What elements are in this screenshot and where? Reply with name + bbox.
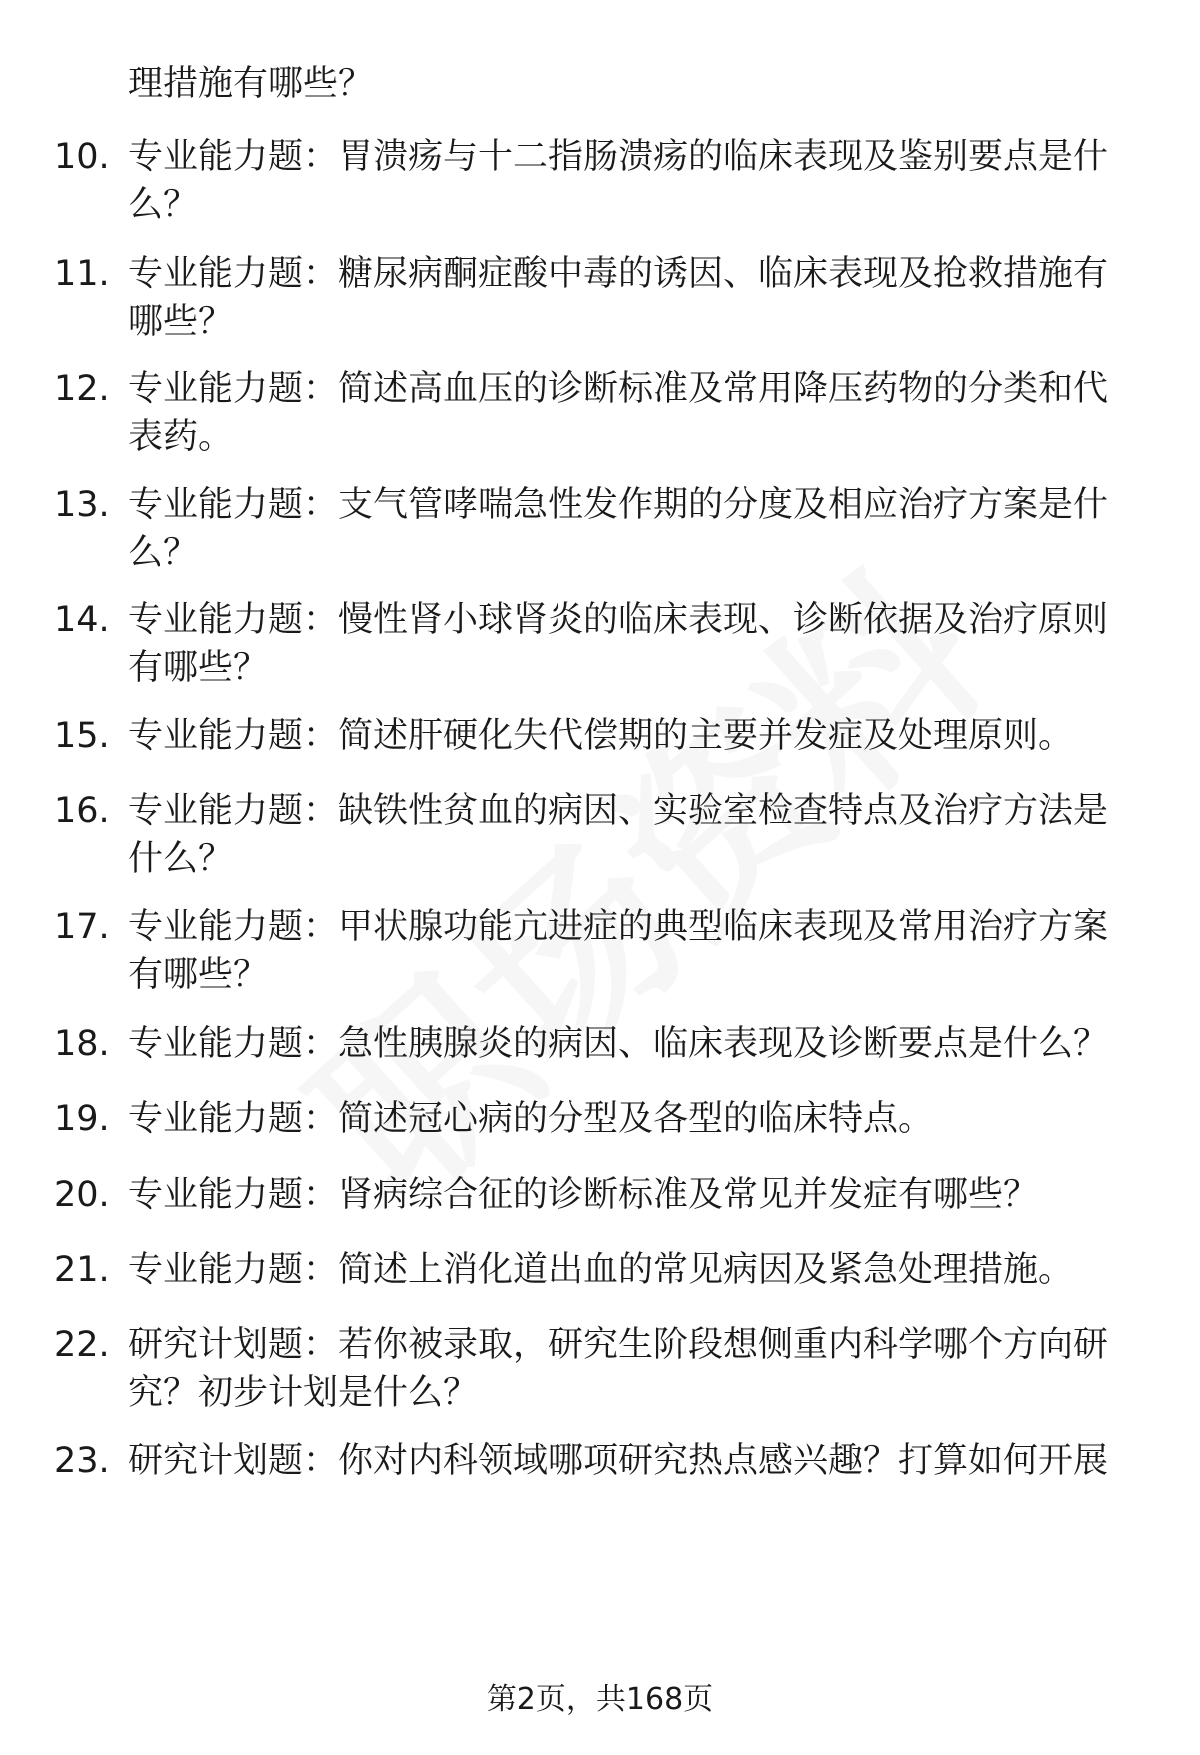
question-number: 20. <box>54 1175 110 1215</box>
question-text: 专业能力题：胃溃疡与十二指肠溃疡的临床表现及鉴别要点是什么？ <box>128 137 1109 225</box>
question-number: 18. <box>54 1024 110 1064</box>
question-number: 11. <box>54 254 110 294</box>
question-number: 22. <box>54 1325 110 1365</box>
question-text: 专业能力题：支气管哮喘急性发作期的分度及相应治疗方案是什么？ <box>128 485 1109 573</box>
question-number: 14. <box>54 600 110 640</box>
question-text: 专业能力题：糖尿病酮症酸中毒的诱因、临床表现及抢救措施有哪些？ <box>128 254 1109 342</box>
question-text: 专业能力题：慢性肾小球肾炎的临床表现、诊断依据及治疗原则有哪些？ <box>128 600 1109 688</box>
question-text: 研究计划题：你对内科领域哪项研究热点感兴趣？打算如何开展 <box>128 1441 1109 1481</box>
question-text: 专业能力题：缺铁性贫血的病因、实验室检查特点及治疗方法是什么？ <box>128 791 1109 879</box>
question-text: 专业能力题：甲状腺功能亢进症的典型临床表现及常用治疗方案有哪些？ <box>128 907 1109 995</box>
question-text: 专业能力题：简述上消化道出血的常见病因及紧急处理措施。 <box>128 1250 1074 1290</box>
page-footer: 第2页，共168页 <box>486 1682 714 1717</box>
question-number: 19. <box>54 1099 110 1139</box>
question-text: 专业能力题：简述高血压的诊断标准及常用降压药物的分类和代表药。 <box>128 369 1109 457</box>
question-number: 23. <box>54 1441 110 1481</box>
question-number: 10. <box>54 137 110 177</box>
question-number: 12. <box>54 369 110 409</box>
question-text: 专业能力题：急性胰腺炎的病因、临床表现及诊断要点是什么？ <box>128 1024 1109 1064</box>
question-text: 专业能力题：肾病综合征的诊断标准及常见并发症有哪些？ <box>128 1175 1039 1215</box>
question-text: 专业能力题：简述肝硬化失代偿期的主要并发症及处理原则。 <box>128 716 1074 756</box>
question-number: 17. <box>54 907 110 947</box>
question-text: 专业能力题：简述冠心病的分型及各型的临床特点。 <box>128 1099 934 1139</box>
question-number: 16. <box>54 791 110 831</box>
question-number: 21. <box>54 1250 110 1290</box>
question-number: 15. <box>54 716 110 756</box>
question-text: 研究计划题：若你被录取，研究生阶段想侧重内科学哪个方向研究？初步计划是什么？ <box>128 1325 1109 1413</box>
question-number: 13. <box>54 485 110 525</box>
continued-question-text: 理措施有哪些？ <box>128 64 374 104</box>
